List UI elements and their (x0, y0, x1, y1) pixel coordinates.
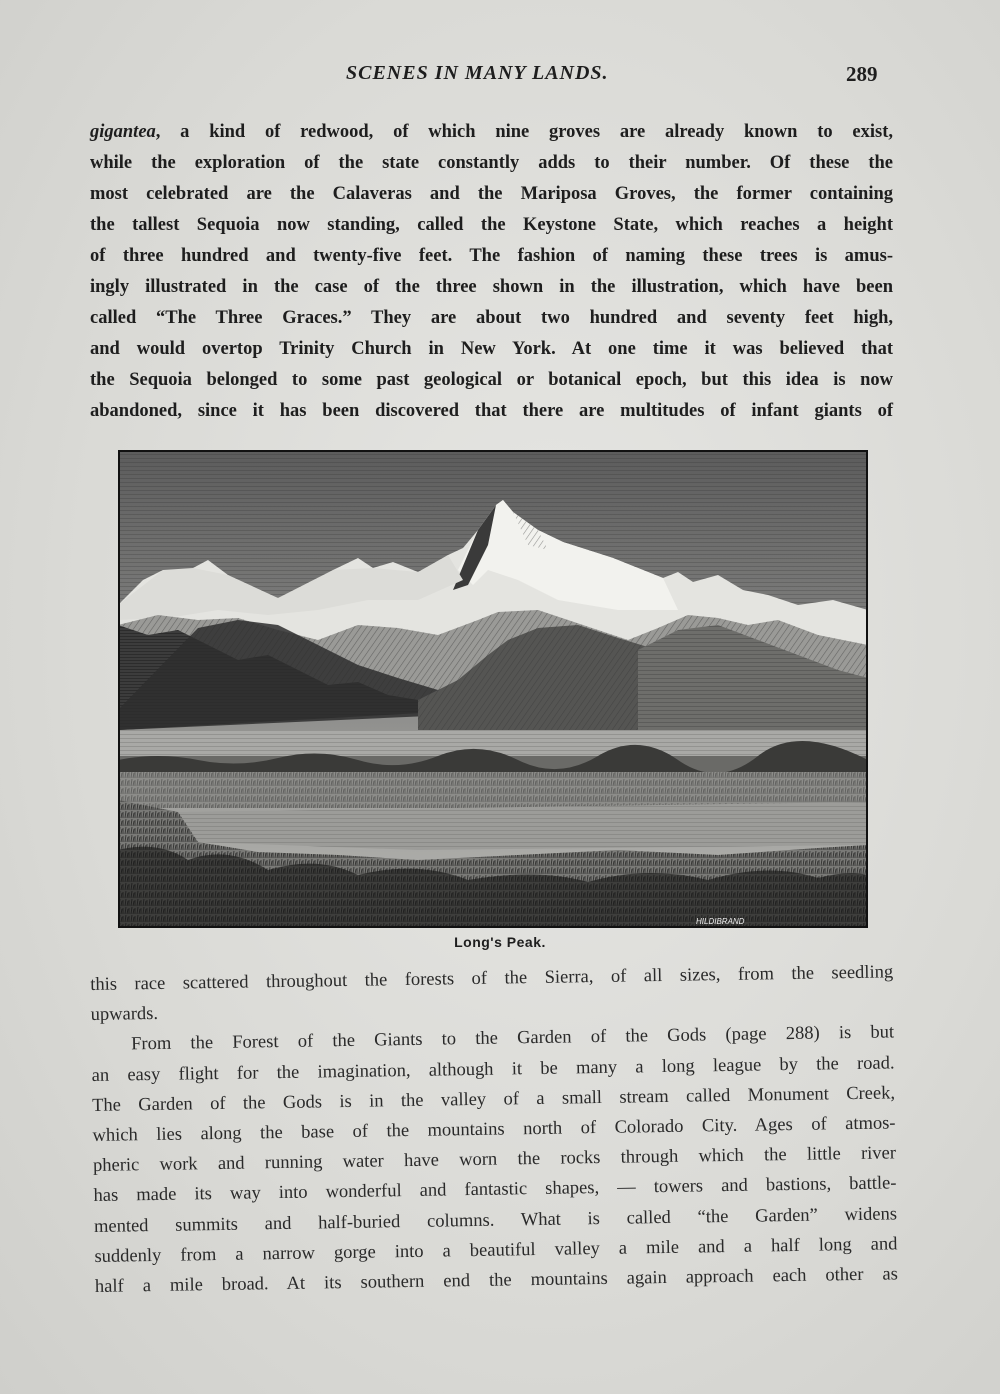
engraving-illustration (118, 450, 868, 928)
longs-peak-engraving (118, 450, 868, 928)
text-line: pheric work and running water have worn the rocks through which the little river (92, 1143, 897, 1177)
text-line: while the exploration of the state constantly adds to their number. Of these the (90, 153, 893, 173)
text-line: this race scattered throughout the forests of the Sierra, of all sizes, from the seedling (90, 962, 894, 995)
text-line: the tallest Sequoia now standing, called the Keystone State, which reaches a height (90, 215, 893, 235)
text-line: which lies along the base of the mountains north of Colorado City. Ages of atmos- (92, 1113, 896, 1146)
running-title: SCENES IN MANY LANDS. (346, 62, 609, 84)
running-head (0, 62, 1000, 92)
engraver-signature: HILDIBRAND (696, 917, 745, 926)
text-line: From the Forest of the Giants to the Garden of the Gods (page 288) is but (131, 1022, 895, 1055)
text-line: half a mile broad. At its southern end the mountains again approach each other as (94, 1264, 899, 1297)
text-line: abandoned, since it has been discovered that there are multitudes of infant giants of (90, 401, 893, 421)
text-line: ingly illustrated in the case of the three shown in the illustration, which have been (90, 277, 893, 297)
text-line: most celebrated are the Calaveras and the Mariposa Groves, the former containing (90, 184, 893, 204)
text-line: suddenly from a narrow gorge into a beautiful valley a mile and a half long and (94, 1234, 898, 1267)
page-number: 289 (846, 62, 878, 86)
text-line: and would overtop Trinity Church in New York. At one time it was believed that (90, 339, 893, 359)
text-line: gigantea, a kind of redwood, of which nine groves are already known to exist, (90, 122, 893, 142)
text-line: called “The Three Graces.” They are about two hundred and seventy feet high, (90, 308, 893, 328)
figure-caption: Long's Peak. (454, 934, 546, 950)
top-paragraph (90, 117, 893, 427)
text-line: the Sequoia belonged to some past geological or botanical epoch, but this idea is now (90, 370, 893, 390)
bottom-paragraph (90, 957, 898, 1302)
text-line: upwards. (90, 1004, 159, 1026)
text-line: The Garden of the Gods is in the valley of a small stream called Monument Creek, (91, 1083, 896, 1116)
text-line: has made its way into wonderful and fantastic shapes, — towers and bastions, battle- (93, 1173, 897, 1207)
text-line: mented summits and half-buried columns. What is called “the Garden” widens (93, 1203, 898, 1237)
text-line: of three hundred and twenty-five feet. The fashion of naming these trees is amus- (90, 246, 893, 266)
species-name: gigantea (90, 122, 156, 142)
text-line: an easy flight for the imagination, although it be many a long league by the road. (91, 1052, 895, 1086)
